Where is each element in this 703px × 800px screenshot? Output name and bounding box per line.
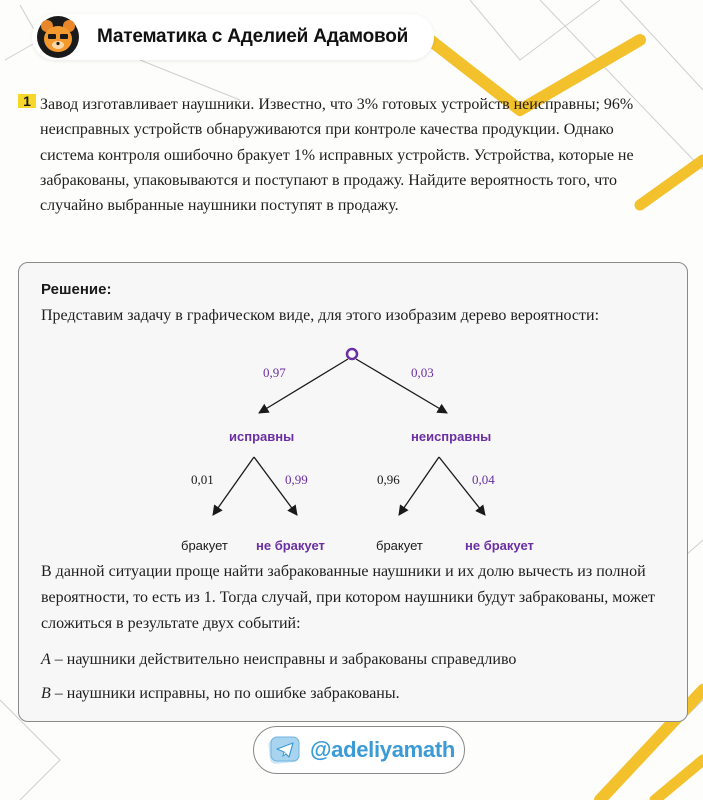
event-b-letter: B <box>41 685 51 702</box>
tree-leaf-3: бракует <box>376 538 423 553</box>
event-a-text: – наушники действительно неисправны и забракованы справедливо <box>50 651 517 668</box>
tree-root-node <box>347 349 357 359</box>
tree-prob-left-left: 0,01 <box>191 472 214 487</box>
tree-prob-root-left: 0,97 <box>263 365 286 380</box>
solution-paragraph: В данной ситуации проще найти забракованные наушники и их долю вычесть из полной вероятности, то есть из 1. Тогда случай, при котором наушники будут забракованы, может сложиться в результате двух событий: <box>41 563 655 632</box>
tree-prob-left-right: 0,99 <box>285 472 308 487</box>
tree-prob-root-right: 0,03 <box>411 365 434 380</box>
tree-edge-right-left <box>399 457 439 515</box>
tree-leaf-1: бракует <box>181 538 228 553</box>
tree-node-faulty: неисправны <box>411 429 492 444</box>
probability-tree <box>19 263 687 563</box>
header-title: Математика с Аделией Адамовой <box>97 26 409 47</box>
event-a-letter: A <box>41 651 51 668</box>
event-b-text: – наушники исправны, но по ошибке забракованы. <box>50 685 400 702</box>
channel-handle-badge[interactable] <box>253 726 465 774</box>
tree-node-working: исправны <box>229 429 295 444</box>
problem-statement: Завод изготавливает наушники. Известно, что 3% готовых устройств неисправны; 96% неисправных устройств обнаруживаются при контроле качества продукции. Однако система контроля ошибочно бракует 1% исправных устройств. Устройства, которые не забракованы, упаковываются и поступают в продажу. Найдите вероятность того, что случайно выбранные наушники поступят в продажу. <box>40 96 634 215</box>
header-bar <box>32 14 434 60</box>
problem-number: 1 <box>18 94 36 108</box>
tree-prob-right-right: 0,04 <box>472 472 495 487</box>
solution-intro: Представим задачу в графическом виде, для этого изобразим дерево вероятности: <box>41 307 600 324</box>
solution-heading: Решение: <box>41 281 112 298</box>
telegram-icon <box>268 735 302 765</box>
bear-icon <box>36 15 80 59</box>
event-a <box>41 651 516 669</box>
tree-leaf-4: не бракует <box>465 538 534 553</box>
tree-edge-left-left <box>213 457 254 515</box>
solution-box <box>18 262 688 722</box>
tree-prob-right-left: 0,96 <box>377 472 400 487</box>
channel-handle[interactable]: @adeliyamath <box>310 737 456 762</box>
event-b <box>41 685 400 703</box>
tree-leaf-2: не бракует <box>256 538 325 553</box>
